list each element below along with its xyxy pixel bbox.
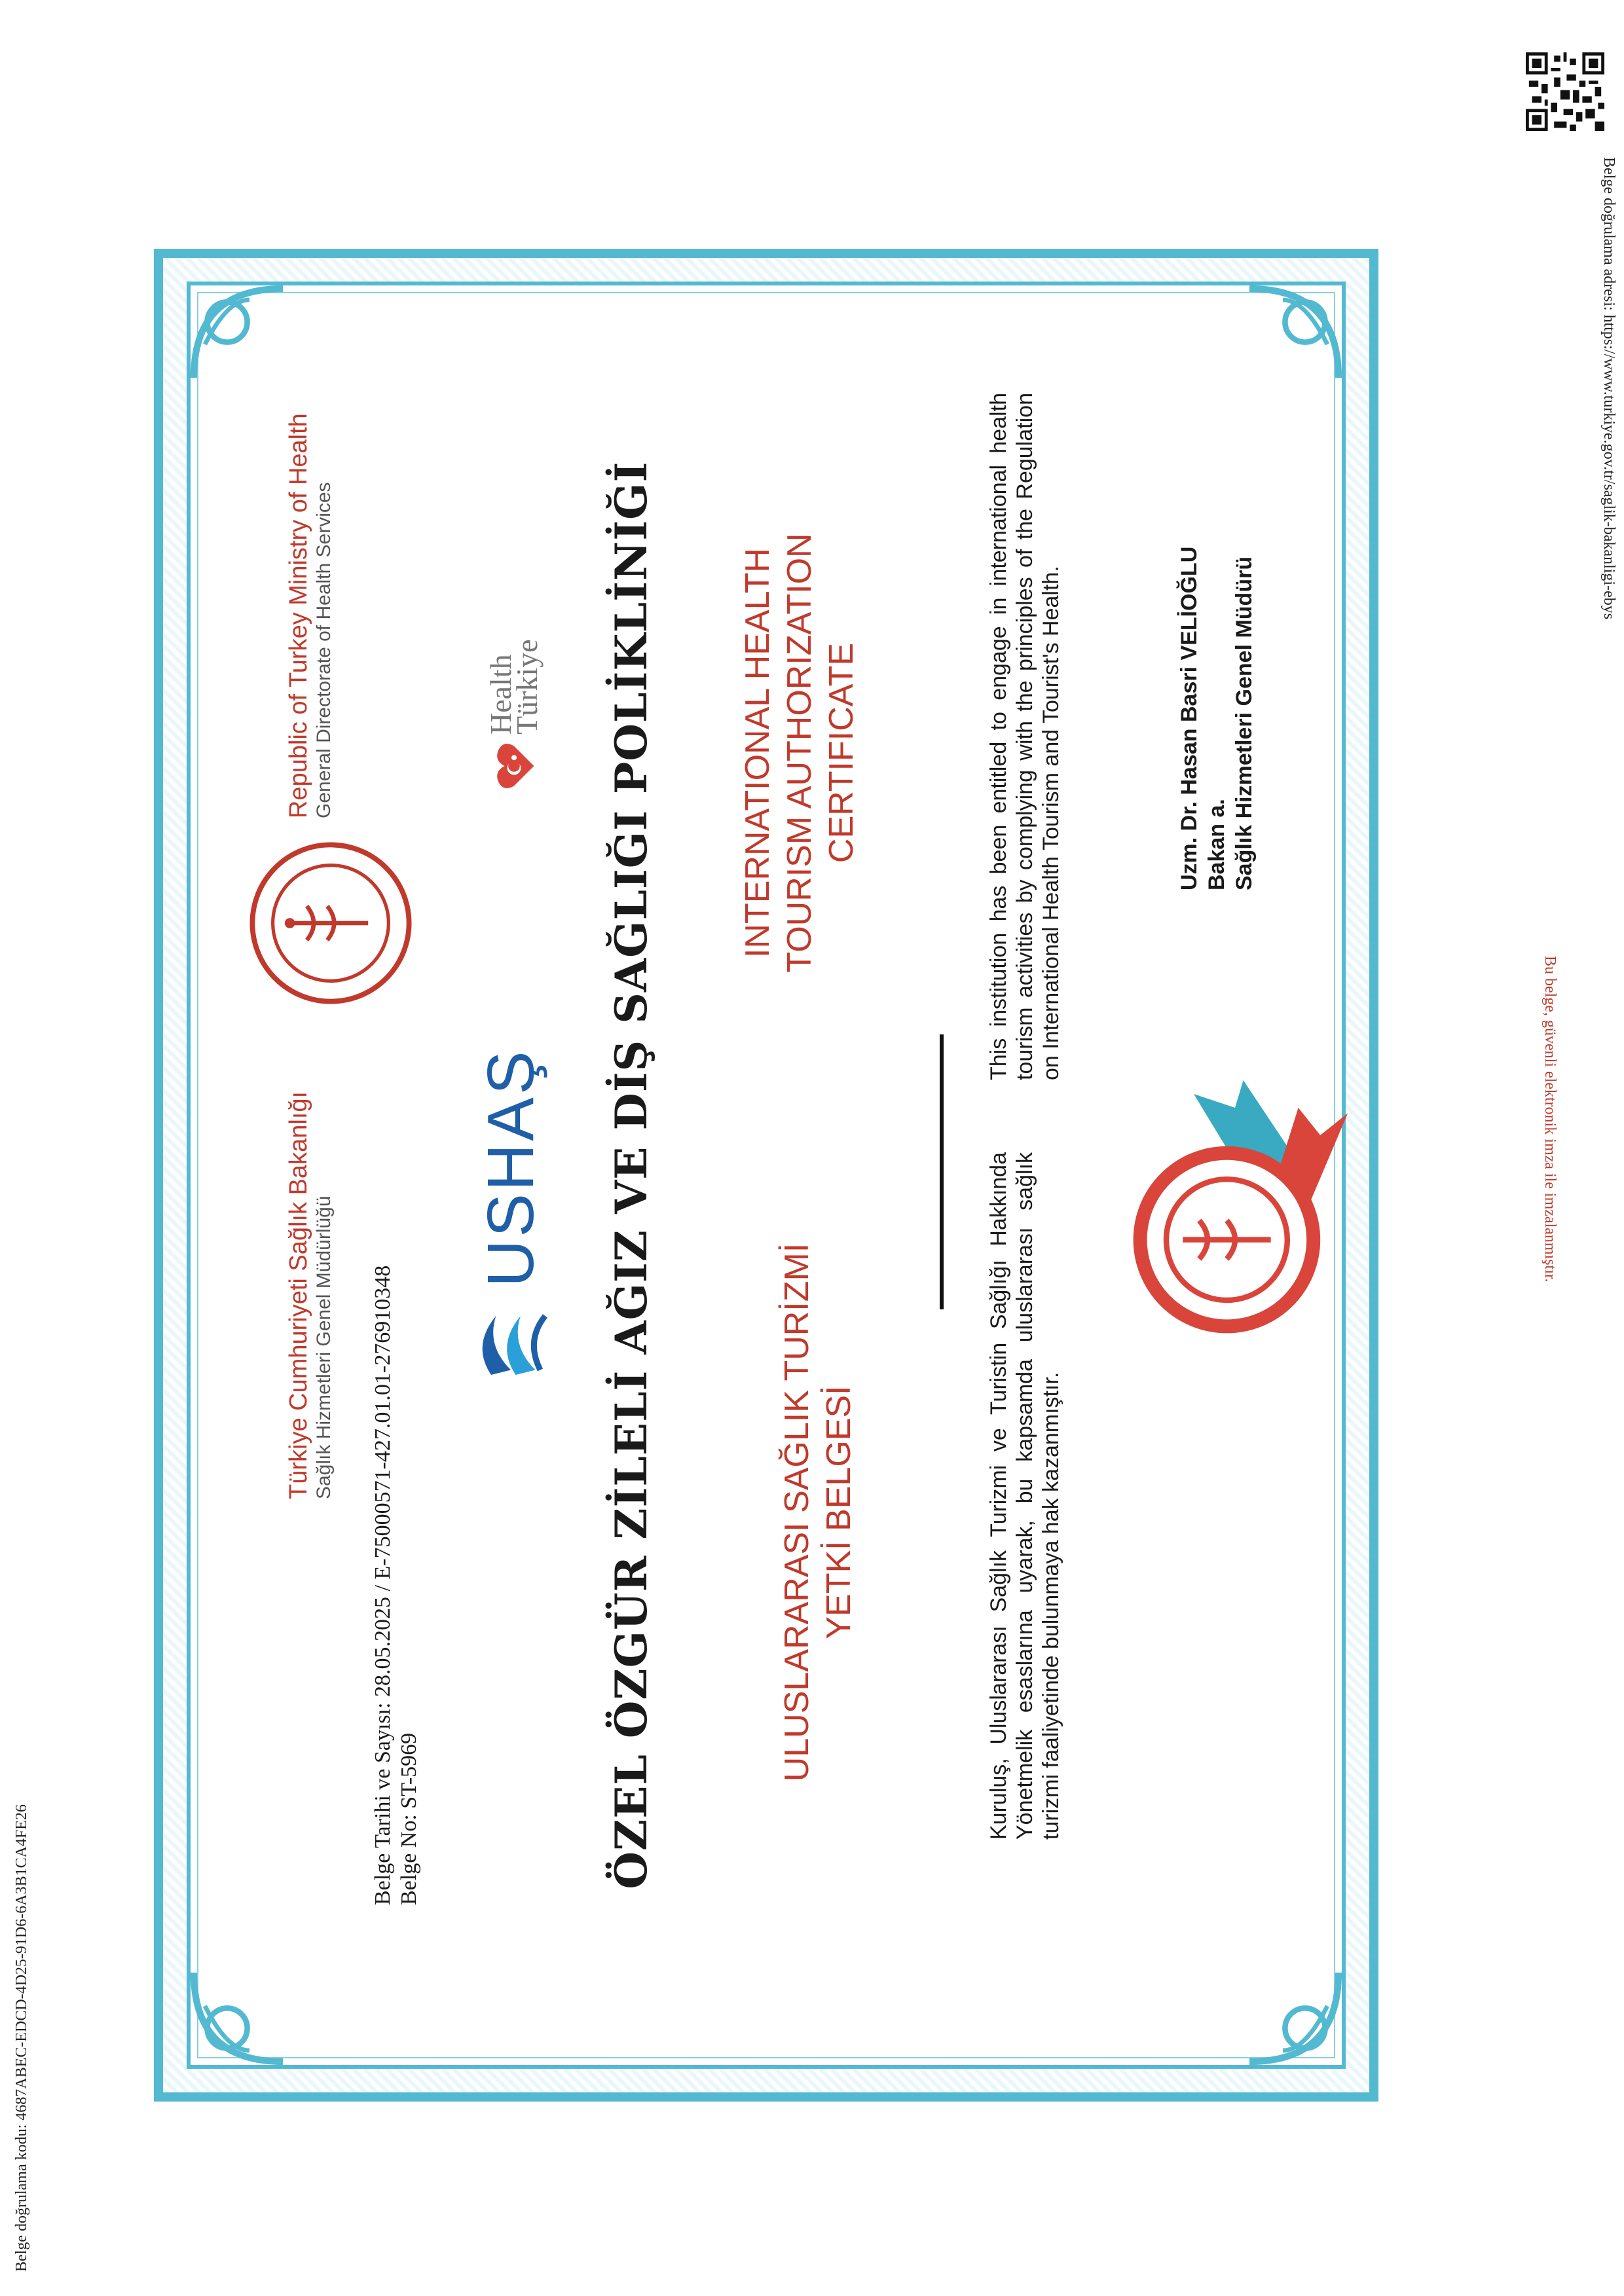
health-word: Health (484, 654, 517, 735)
ministry-tr-sub: Sağlık Hizmetleri Genel Müdürlüğü (313, 1195, 335, 1499)
certificate-subtitle-en (737, 426, 862, 1080)
qr-code-icon (1526, 52, 1604, 131)
subtitle-en-line: TOURISM AUTHORIZATION (781, 533, 819, 973)
health-turkiye-logo (484, 639, 544, 792)
ministry-en-sub: General Directorate of Health Services (313, 482, 335, 818)
ushas-logo (462, 1048, 560, 1394)
heart-flag-icon (488, 740, 540, 792)
rosette-seal-icon (1084, 1080, 1359, 1355)
subtitle-tr-line: YETKİ BELGESİ (820, 1385, 858, 1639)
subtitle-en-line: CERTIFICATE (822, 642, 860, 864)
institution-title: ÖZEL ÖZGÜR ZİLELİ AĞIZ VE DİŞ SAĞLIĞI POLİKLİNİĞİ (606, 461, 657, 1889)
subtitle-tr-line: ULUSLARARASI SAĞLIK TURİZMİ (778, 1243, 816, 1782)
ministry-seal-icon (246, 838, 416, 1008)
body-text-tr: Kuruluş, Uluslararası Sağlık Turizmi ve Turistin Sağlığı Hakkında Yönetmelik esaslarına uyarak, bu kapsamda uluslararası sağlık turizmi faaliyetinde bulunmaya hak kazanmıştır. (986, 1152, 1063, 1840)
ministry-tr-title: Türkiye Cumhuriyeti Sağlık Bakanlığı (285, 1091, 312, 1499)
signatory-role: Bakan a. (1204, 799, 1229, 890)
belge-no: Belge No: ST-5969 (397, 1732, 421, 1905)
ushas-swirl-icon (462, 1296, 560, 1394)
ushas-wordmark: USHAŞ (473, 1048, 547, 1287)
verification-url: Belge doğrulama adresi: https://www.turkiye.gov.tr/saglik-bakanligi-ebys (1600, 157, 1617, 620)
signatory-block (1175, 547, 1258, 890)
certificate-content (154, 249, 1378, 2102)
subtitle-en-line: INTERNATIONAL HEALTH (739, 548, 777, 958)
verification-code: Belge doğrulama kodu: 4687ABEC-EDCD-4D25-91D6-6A3B1CA4FE26 (13, 1804, 30, 2272)
esign-note: Bu belge, güvenli elektronik imza ile imzalanmıştır. (1541, 956, 1559, 1283)
signatory-name: Uzm. Dr. Hasan Basri VELİOĞLU (1177, 546, 1202, 890)
ministry-name-tr (285, 1091, 335, 1499)
signatory-title: Sağlık Hizmetleri Genel Müdürü (1232, 556, 1257, 890)
ministry-en-title: Republic of Turkey Ministry of Health (285, 413, 312, 818)
certificate-subtitle-tr (776, 1185, 860, 1840)
belge-date-number: Belge Tarihi ve Sayısı: 28.05.2025 / E-75000571-427.01.01-276910348 (371, 1265, 395, 1905)
turkiye-word: Türkiye (510, 639, 544, 735)
ministry-name-en (285, 413, 335, 818)
title-divider (940, 1034, 944, 1309)
body-text-en: This institution has been entitled to engage in international health tourism activities by complying with the principles of the Regulation on International Health Tourism and Tourist's Health. (986, 393, 1063, 1080)
belge-info (370, 1266, 422, 1905)
